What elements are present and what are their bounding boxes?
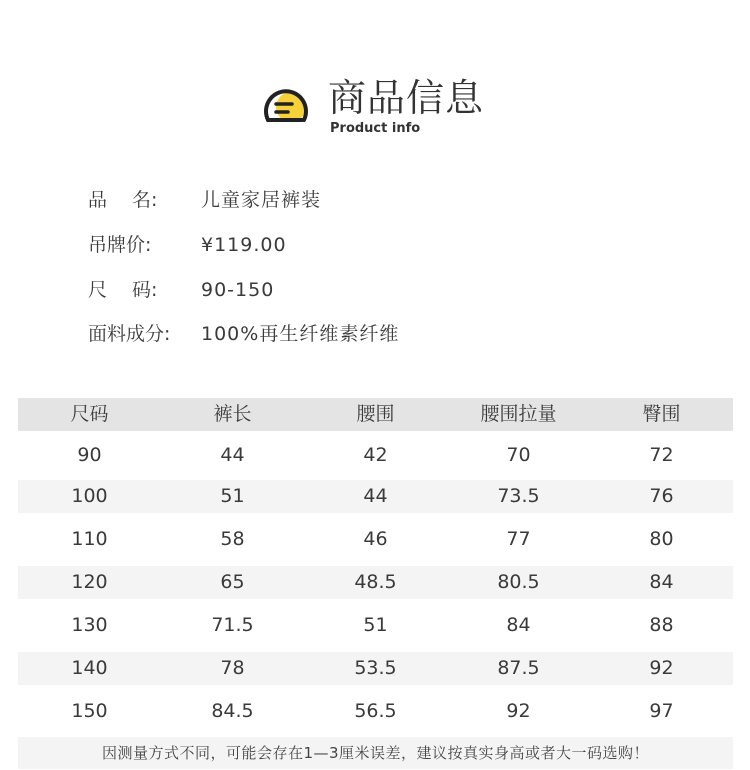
info-label: 面料成分: [88, 323, 171, 345]
table-cell: 51 [363, 614, 388, 636]
table-cell: 44 [220, 444, 245, 466]
section-header [262, 76, 522, 140]
info-row-size [88, 276, 648, 304]
table-cell: 100 [71, 485, 108, 507]
info-value: ¥119.00 [201, 234, 287, 256]
table-cell: 87.5 [497, 657, 540, 679]
column-header: 裤长 [213, 403, 252, 425]
column-header: 臀围 [642, 403, 681, 425]
table-header-row [18, 398, 733, 431]
table-cell: 97 [649, 700, 674, 722]
table-cell: 53.5 [354, 657, 397, 679]
table-cell: 130 [71, 614, 108, 636]
table-row [18, 695, 733, 728]
table-cell: 92 [506, 700, 531, 722]
table-cell: 65 [220, 571, 245, 593]
table-cell: 88 [649, 614, 674, 636]
info-value: 100%再生纤维素纤维 [201, 323, 400, 345]
table-cell: 70 [506, 444, 531, 466]
table-cell: 80.5 [497, 571, 540, 593]
table-cell: 48.5 [354, 571, 397, 593]
info-row-name [88, 186, 648, 214]
info-label: 尺 码: [88, 279, 158, 301]
table-cell: 51 [220, 485, 245, 507]
info-label: 品 名: [88, 189, 158, 211]
table-cell: 84 [649, 571, 674, 593]
measurement-note: 因测量方式不同，可能会存在1—3厘米误差，建议按真实身高或者大一码选购！ [18, 737, 733, 769]
page-title: 商品信息 [328, 76, 485, 120]
table-cell: 110 [71, 528, 108, 550]
page-subtitle: Product info [330, 121, 421, 136]
table-row [18, 480, 733, 513]
document-list-icon [262, 84, 312, 134]
table-row [18, 439, 733, 472]
table-cell: 71.5 [211, 614, 254, 636]
column-header: 尺码 [70, 403, 109, 425]
table-cell: 77 [506, 528, 531, 550]
info-value: 90-150 [201, 279, 275, 301]
table-cell: 58 [220, 528, 245, 550]
table-row [18, 652, 733, 685]
table-cell: 140 [71, 657, 108, 679]
table-cell: 44 [363, 485, 388, 507]
table-cell: 90 [77, 444, 102, 466]
table-cell: 73.5 [497, 485, 540, 507]
table-row [18, 523, 733, 556]
table-row [18, 566, 733, 599]
info-row-fabric [88, 320, 648, 348]
table-cell: 80 [649, 528, 674, 550]
table-cell: 46 [363, 528, 388, 550]
table-cell: 56.5 [354, 700, 397, 722]
table-cell: 84 [506, 614, 531, 636]
table-cell: 150 [71, 700, 108, 722]
column-header: 腰围 [356, 403, 395, 425]
table-cell: 42 [363, 444, 388, 466]
info-value: 儿童家居裤装 [201, 189, 322, 211]
table-cell: 78 [220, 657, 245, 679]
table-cell: 76 [649, 485, 674, 507]
table-cell: 92 [649, 657, 674, 679]
info-label: 吊牌价: [88, 234, 152, 256]
table-cell: 84.5 [211, 700, 254, 722]
table-cell: 120 [71, 571, 108, 593]
table-cell: 72 [649, 444, 674, 466]
info-row-price [88, 231, 648, 259]
table-row [18, 609, 733, 642]
column-header: 腰围拉量 [480, 403, 557, 425]
